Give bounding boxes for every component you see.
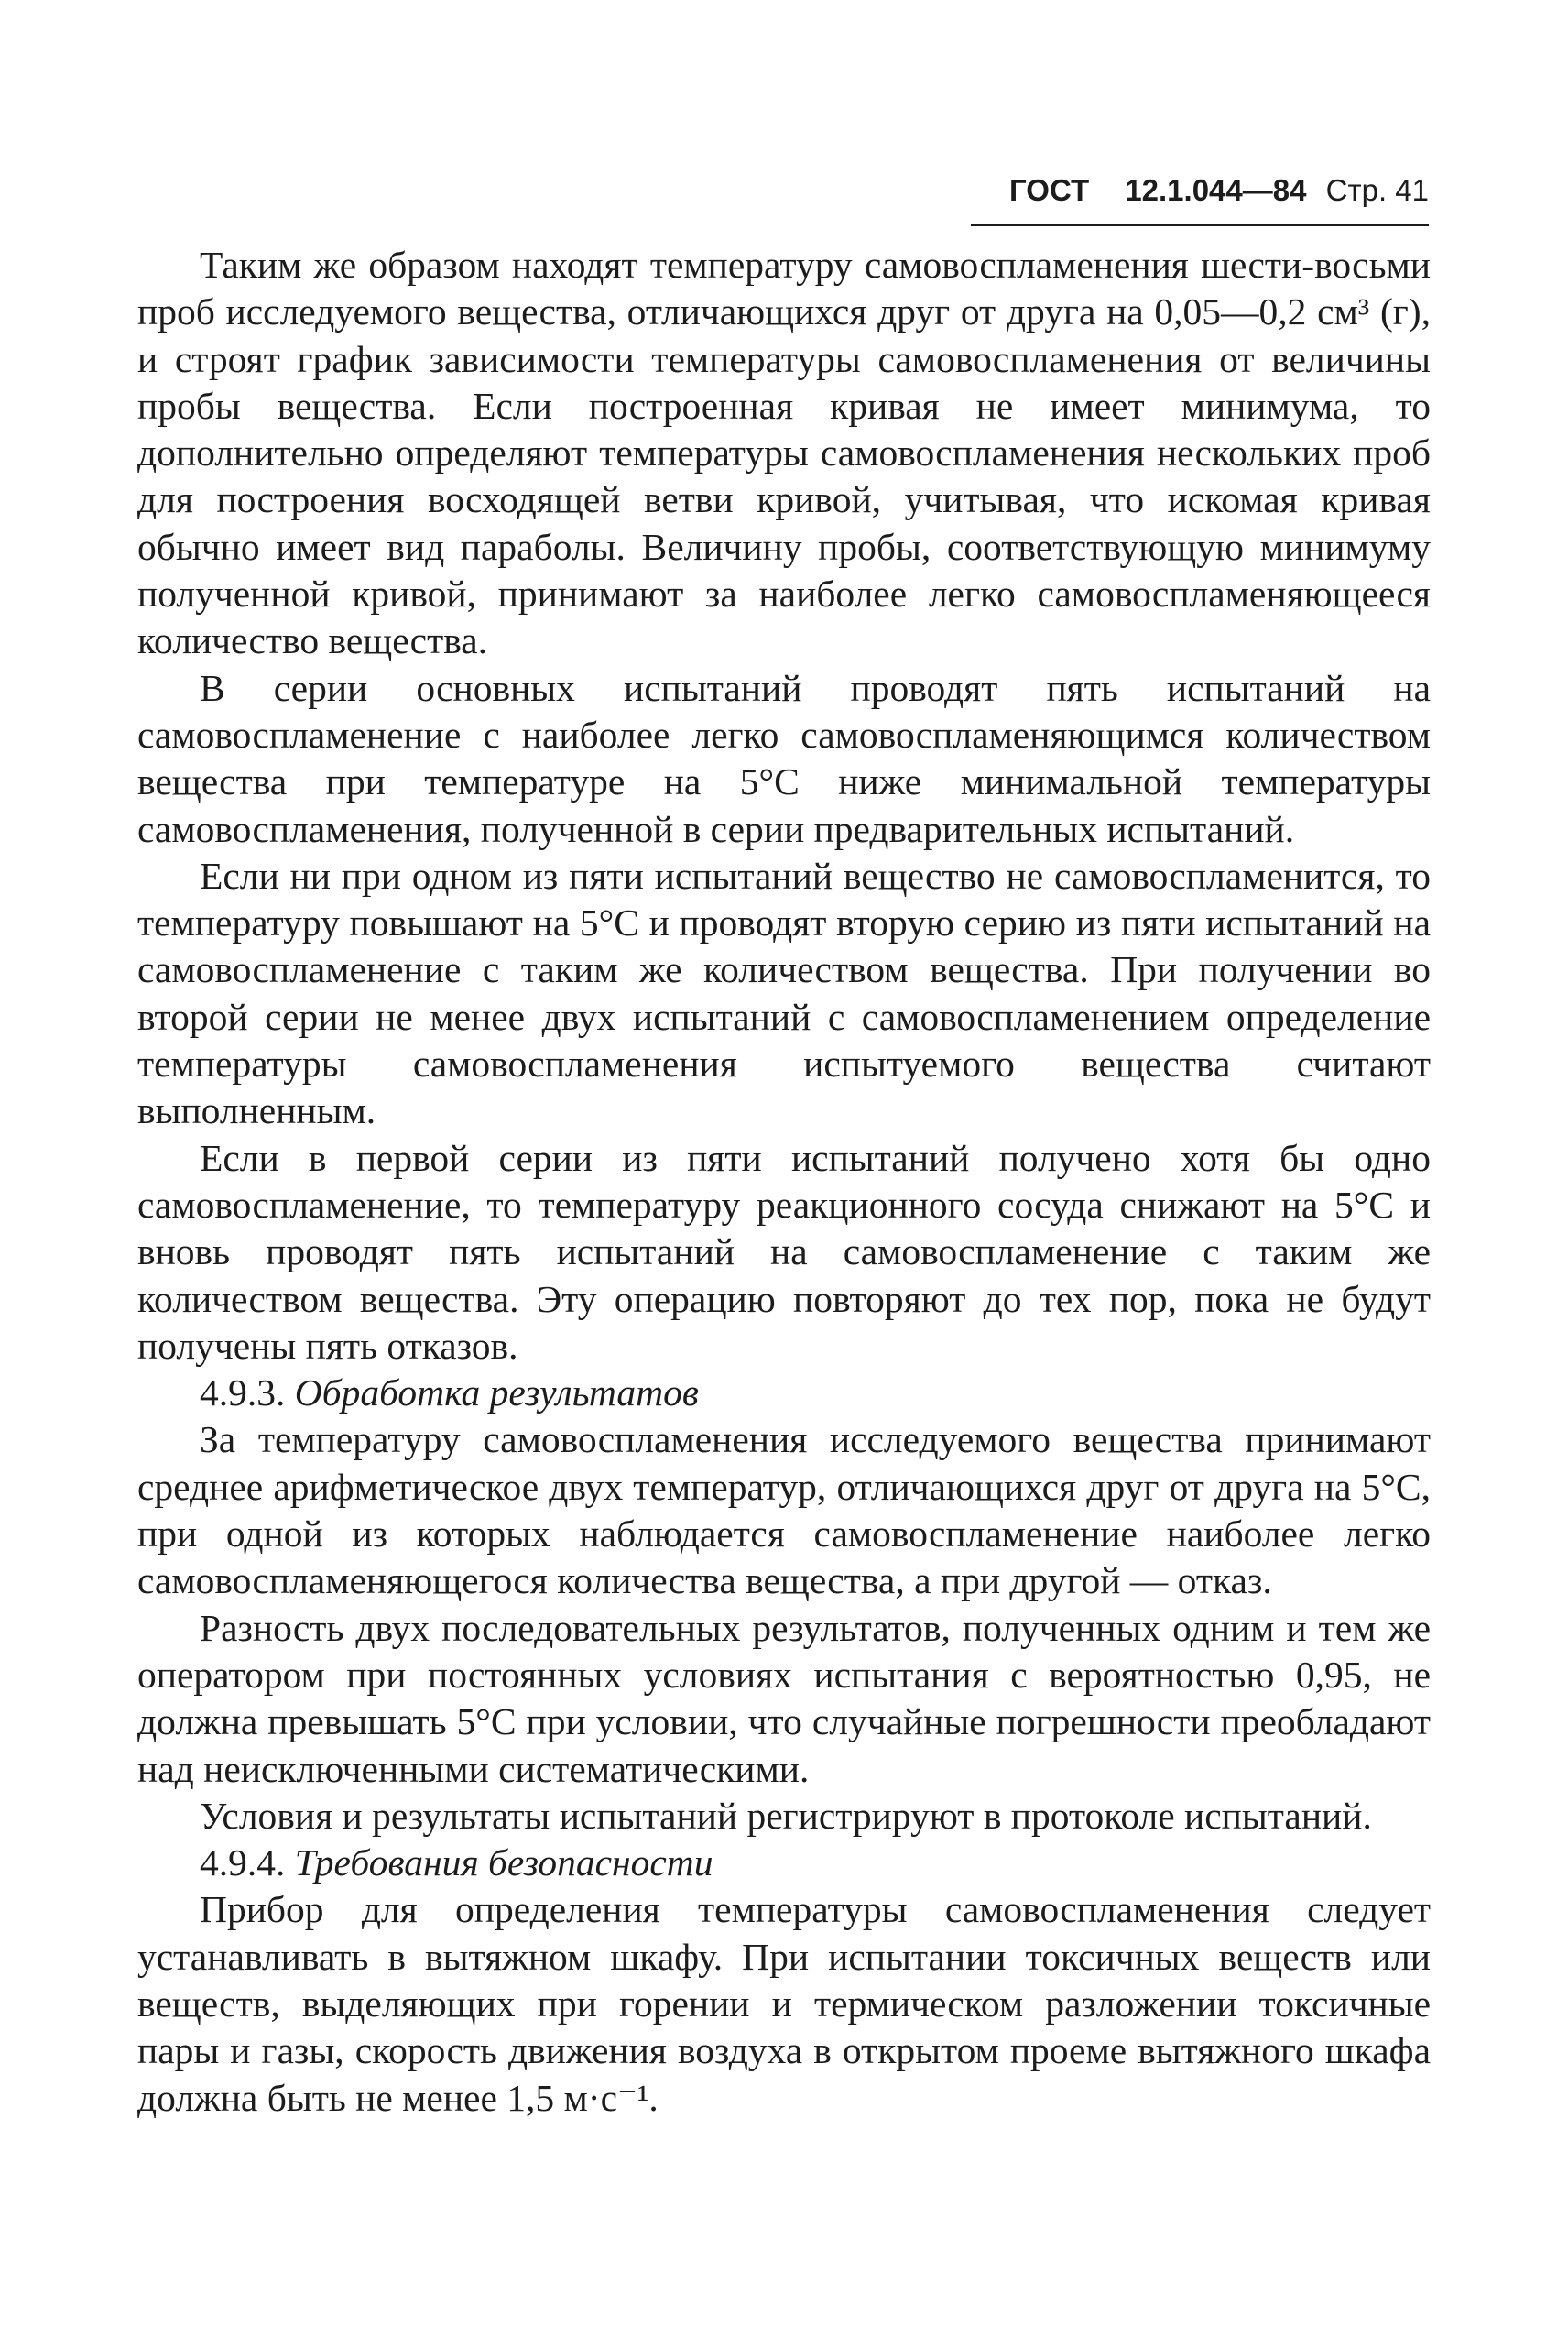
header-rule xyxy=(971,224,1429,226)
section-number: 4.9.4. xyxy=(200,1841,286,1884)
standard-number: 12.1.044—84 xyxy=(1125,173,1307,207)
paragraph-sample-sizes: Таким же образом находят температуру самовоспламенения шести-восьми проб исследуемого вещества, отличающихся друг от друга на 0,05—0,2 см³ (г), и строят график зависимости температуры самовоспламенения от величины пробы вещества. Если построенная кривая не имеет минимума, то дополнительно определяют температуры самовоспламенения нескольких проб для построения восходящей ветви кривой, учитывая, что искомая кривая обычно имеет вид параболы. Величину пробы, соответствующую минимуму полученной кривой, принимают за наиболее легко самовоспламеняющееся количество вещества. xyxy=(137,244,1431,662)
paragraph-repeatability: Разность двух последовательных результатов, полученных одним и тем же оператором при постоянных условиях испытания с вероятностью 0,95, не должна превышать 5°С при условии, что случайные погрешности преобладают над неисключенными систематическими. xyxy=(137,1606,1431,1790)
paragraph-ignition: Если в первой серии из пяти испытаний получено хотя бы одно самовоспламенение, то температуру реакционного сосуда снижают на 5°С и вновь проводят пять испытаний на самовоспламенение с таким же количеством вещества. Эту операцию повторяют до тех пор, пока не будут получены пять отказов. xyxy=(137,1136,1431,1367)
paragraph-no-ignition: Если ни при одном из пяти испытаний вещество не самовоспламенится, то температуру повышают на 5°С и проводят вторую серию из пяти испытаний на самовоспламенение с таким же количеством вещества. При получении во второй серии не менее двух испытаний с самовоспламенением определение температуры самовоспламенения испытуемого вещества считают выполненным. xyxy=(137,854,1431,1132)
page-number: Стр. 41 xyxy=(1325,173,1429,207)
section-heading-safety xyxy=(137,1840,1431,1886)
paragraph-fume-hood: Прибор для определения температуры самовоспламенения следует устанавливать в вытяжном шкафу. При испытании токсичных веществ или веществ, выделяющих при горении и термическом разложении токсичные пары и газы, скорость движения воздуха в открытом проеме вытяжного шкафа должна быть не менее 1,5 м·с⁻¹. xyxy=(137,1888,1431,2119)
section-title: Обработка результатов xyxy=(294,1371,699,1414)
section-heading-results xyxy=(137,1370,1431,1416)
page-header xyxy=(1009,172,1429,209)
standard-label: ГОСТ xyxy=(1009,173,1090,207)
paragraph-protocol: Условия и результаты испытаний регистрируют в протоколе испытаний. xyxy=(200,1794,1372,1837)
document-body xyxy=(137,242,1431,2122)
section-title: Требования безопасности xyxy=(294,1841,713,1884)
paragraph-result-definition: За температуру самовоспламенения исследуемого вещества принимают среднее арифметическое двух температур, отличающихся друг от друга на 5°С, при одной из которых наблюдается самовоспламенение наиболее легко самовоспламеняющегося количества вещества, а при другой — отказ. xyxy=(137,1418,1431,1602)
paragraph-main-series: В серии основных испытаний проводят пять испытаний на самовоспламенение с наиболее легко самовоспламеняющимся количеством вещества при температуре на 5°С ниже минимальной температуры самовоспламенения, полученной в серии предварительных испытаний. xyxy=(137,666,1431,850)
section-number: 4.9.3. xyxy=(200,1371,286,1414)
